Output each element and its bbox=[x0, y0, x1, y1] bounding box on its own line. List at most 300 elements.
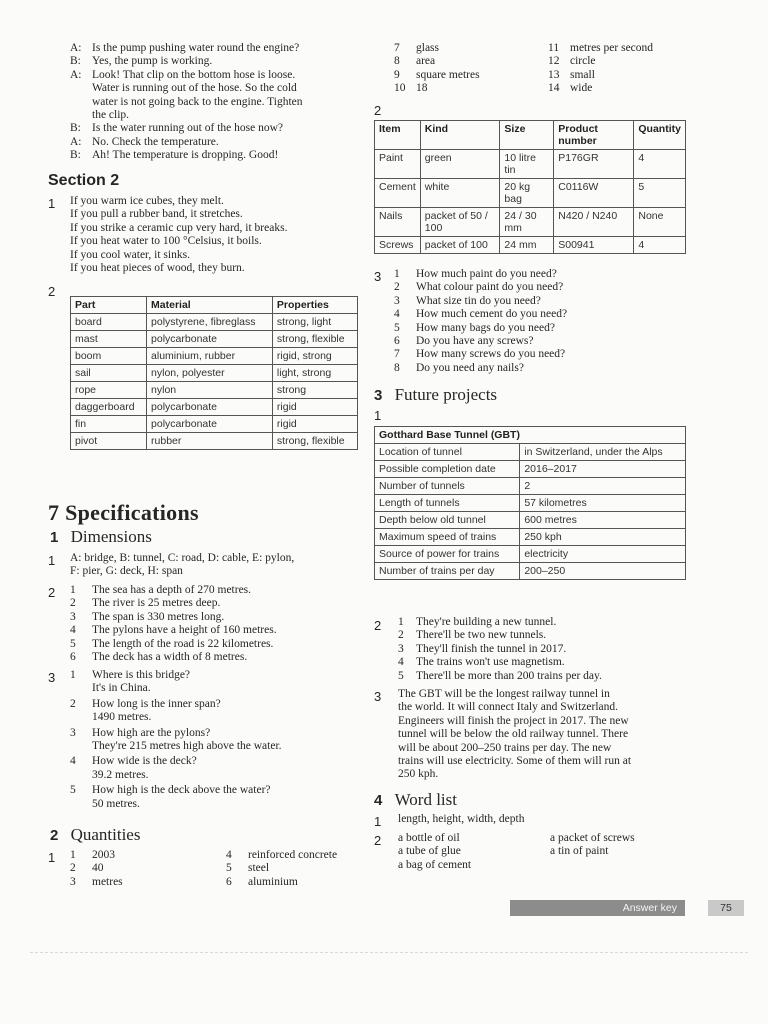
table-cell: polystyrene, fibreglass bbox=[147, 314, 273, 331]
exercise-number: 2 bbox=[374, 618, 382, 633]
quantities-col2 bbox=[226, 849, 337, 889]
word-item: a bottle of oil bbox=[398, 832, 460, 844]
table-cell: packet of 50 / 100 bbox=[420, 208, 500, 237]
dialogue-block bbox=[70, 42, 303, 163]
exercise-number: 3 bbox=[48, 670, 56, 685]
exercise-number: 1 bbox=[48, 850, 56, 865]
answer-text: They're 215 metres high above the water. bbox=[92, 740, 282, 753]
quantities-col3 bbox=[394, 42, 480, 96]
qa-question bbox=[70, 669, 282, 682]
speaker-label: B: bbox=[70, 149, 81, 162]
table-row bbox=[71, 314, 358, 331]
table-cell: 2016–2017 bbox=[520, 461, 686, 478]
table-cell: Location of tunnel bbox=[375, 444, 520, 461]
table-cell: 24 / 30 mm bbox=[500, 208, 554, 237]
item-text: What colour paint do you need? bbox=[416, 281, 564, 294]
column-header: Material bbox=[147, 297, 273, 314]
subsection-heading bbox=[374, 790, 457, 810]
answer-item bbox=[70, 862, 123, 875]
table-row bbox=[375, 179, 686, 208]
subsection-number: 1 bbox=[50, 529, 59, 546]
item-number: 4 bbox=[70, 755, 76, 768]
item-number: 3 bbox=[70, 875, 76, 888]
future-ex3-paragraph bbox=[398, 688, 631, 782]
paragraph-line: tunnel will be below the old railway tunnel. There bbox=[398, 728, 629, 741]
qa-item bbox=[70, 784, 282, 811]
item-number: 5 bbox=[70, 637, 76, 650]
table-cell: Paint bbox=[375, 150, 421, 179]
speaker-label: A: bbox=[70, 68, 82, 81]
item-text: square metres bbox=[416, 68, 480, 81]
question-item bbox=[394, 322, 567, 335]
dialogue-text: Is the water running out of the hose now? bbox=[92, 122, 283, 135]
subsection-number: 4 bbox=[374, 792, 383, 809]
answer-item bbox=[394, 55, 480, 68]
table-cell: 57 kilometres bbox=[520, 495, 686, 512]
item-text: There'll be more than 200 trains per day. bbox=[416, 669, 602, 682]
item-text: The trains won't use magnetism. bbox=[416, 656, 565, 669]
table-cell: polycarbonate bbox=[147, 331, 273, 348]
table-cell: 24 mm bbox=[500, 237, 554, 254]
table-cell: Screws bbox=[375, 237, 421, 254]
dialogue-line bbox=[70, 82, 303, 95]
item-number: 3 bbox=[70, 726, 76, 739]
gbt-table bbox=[374, 426, 686, 580]
answer-item bbox=[226, 862, 337, 875]
wordlist-col1 bbox=[398, 832, 471, 872]
item-number: 1 bbox=[70, 584, 76, 596]
item-text: How many bags do you need? bbox=[416, 321, 555, 334]
item-number: 4 bbox=[70, 624, 76, 637]
answer-line: If you pull a rubber band, it stretches. bbox=[70, 208, 243, 221]
item-number: 2 bbox=[70, 862, 76, 875]
table-row bbox=[375, 237, 686, 254]
qa-item bbox=[70, 727, 282, 754]
item-text: 18 bbox=[416, 82, 428, 95]
table-cell: 10 litre tin bbox=[500, 150, 554, 179]
table-cell: Source of power for trains bbox=[375, 546, 520, 563]
subsection-number: 2 bbox=[50, 827, 59, 844]
item-text: Do you have any screws? bbox=[416, 335, 534, 348]
item-number: 1 bbox=[398, 616, 404, 628]
answer-item bbox=[70, 876, 123, 889]
answer-item bbox=[70, 611, 277, 624]
table-cell: P176GR bbox=[554, 150, 634, 179]
table-cell: daggerboard bbox=[71, 399, 147, 416]
question-item bbox=[394, 348, 567, 361]
answer-item bbox=[398, 629, 602, 642]
column-header: Properties bbox=[272, 297, 357, 314]
table-cell: None bbox=[634, 208, 686, 237]
paragraph-line: The GBT will be the longest railway tunnel in bbox=[398, 688, 610, 700]
table-row bbox=[375, 444, 686, 461]
question-item bbox=[394, 268, 567, 281]
table-row bbox=[375, 208, 686, 237]
exercise-number: 3 bbox=[374, 689, 382, 704]
table-cell: aluminium, rubber bbox=[147, 348, 273, 365]
item-text: area bbox=[416, 55, 436, 68]
answer-item bbox=[226, 876, 337, 889]
item-number: 4 bbox=[398, 656, 404, 669]
table-row bbox=[71, 348, 358, 365]
table-cell: N420 / N240 bbox=[554, 208, 634, 237]
qa-item bbox=[70, 669, 282, 696]
table-cell: nylon bbox=[147, 382, 273, 399]
answer-item bbox=[548, 55, 653, 68]
quantities-col4 bbox=[548, 42, 653, 96]
subsection-title: Future projects bbox=[394, 385, 498, 404]
question-item bbox=[394, 362, 567, 375]
item-number: 7 bbox=[394, 348, 400, 361]
answer-text: 1490 metres. bbox=[92, 711, 152, 724]
item-text: How much cement do you need? bbox=[416, 308, 568, 321]
dialogue-text: Water is running out of the hose. So the cold bbox=[92, 82, 297, 95]
qa-question bbox=[70, 698, 282, 711]
table-cell: 4 bbox=[634, 150, 686, 179]
subsection-title: Dimensions bbox=[70, 527, 152, 546]
item-number: 1 bbox=[70, 849, 76, 861]
table-row bbox=[71, 331, 358, 348]
answer-item bbox=[548, 82, 653, 95]
speaker-label: A: bbox=[70, 42, 82, 54]
table-cell: board bbox=[71, 314, 147, 331]
answer-item bbox=[70, 651, 277, 664]
item-number: 2 bbox=[70, 697, 76, 710]
table-cell: 5 bbox=[634, 179, 686, 208]
exercise-number: 3 bbox=[374, 269, 382, 284]
exercise-number: 2 bbox=[374, 833, 382, 848]
item-number: 2 bbox=[394, 281, 400, 294]
qa-question bbox=[70, 755, 282, 768]
item-text: How much paint do you need? bbox=[416, 268, 557, 280]
table-cell: 4 bbox=[634, 237, 686, 254]
table-row bbox=[375, 495, 686, 512]
item-text: glass bbox=[416, 42, 439, 54]
answer-item bbox=[398, 643, 602, 656]
dialogue-line bbox=[70, 96, 303, 109]
table-row bbox=[375, 512, 686, 529]
item-number: 1 bbox=[394, 268, 400, 280]
future-ex2-answers bbox=[398, 616, 602, 683]
item-text: metres bbox=[92, 875, 123, 888]
table-cell: rubber bbox=[147, 433, 273, 450]
answer-item bbox=[398, 656, 602, 669]
answer-item bbox=[70, 638, 277, 651]
answer-line: If you warm ice cubes, they melt. bbox=[70, 195, 224, 207]
table-row bbox=[375, 563, 686, 580]
paragraph-line: 250 kph. bbox=[398, 768, 439, 781]
section2-ex1-answers bbox=[70, 195, 287, 275]
answer-line: If you heat water to 100 °Celsius, it boils. bbox=[70, 235, 262, 248]
table-cell: S00941 bbox=[554, 237, 634, 254]
table-cell: Depth below old tunnel bbox=[375, 512, 520, 529]
subsection-number: 3 bbox=[374, 387, 383, 404]
table-cell: pivot bbox=[71, 433, 147, 450]
dialogue-line bbox=[70, 136, 303, 149]
table-row bbox=[375, 150, 686, 179]
table-row bbox=[375, 546, 686, 563]
item-number: 5 bbox=[394, 321, 400, 334]
materials-table bbox=[70, 296, 358, 450]
dialogue-text: No. Check the temperature. bbox=[92, 135, 219, 148]
answer-item bbox=[398, 670, 602, 683]
subsection-heading bbox=[50, 527, 152, 547]
item-number: 8 bbox=[394, 361, 400, 374]
item-text: How many screws do you need? bbox=[416, 348, 566, 361]
subsection-heading bbox=[50, 825, 140, 845]
table-row bbox=[375, 478, 686, 495]
item-text: circle bbox=[570, 55, 596, 68]
exercise-number: 2 bbox=[48, 585, 56, 600]
item-number: 9 bbox=[394, 68, 400, 81]
item-text: The river is 25 metres deep. bbox=[92, 597, 221, 610]
item-text: The sea has a depth of 270 metres. bbox=[92, 584, 252, 596]
table-cell: green bbox=[420, 150, 500, 179]
exercise-number: 1 bbox=[374, 408, 382, 423]
table-row bbox=[71, 433, 358, 450]
answer-item bbox=[70, 597, 277, 610]
answer-text: 39.2 metres. bbox=[92, 768, 149, 781]
wordlist-col2 bbox=[550, 832, 635, 859]
item-text: The deck has a width of 8 metres. bbox=[92, 651, 248, 664]
quantities-col1 bbox=[70, 849, 123, 889]
answer-text: 50 metres. bbox=[92, 797, 140, 810]
item-number: 6 bbox=[394, 335, 400, 348]
item-text: 2003 bbox=[92, 849, 115, 861]
exercise-number: 1 bbox=[48, 553, 56, 568]
table-cell: rope bbox=[71, 382, 147, 399]
word-item: a tin of paint bbox=[550, 845, 609, 858]
page-number: 75 bbox=[708, 900, 744, 916]
item-number: 7 bbox=[394, 42, 400, 54]
subsection-title: Quantities bbox=[70, 825, 141, 844]
qa-question bbox=[70, 784, 282, 797]
exercise-number: 2 bbox=[48, 284, 56, 299]
word-item: a bag of cement bbox=[398, 858, 472, 871]
item-number: 6 bbox=[226, 875, 232, 888]
item-number: 4 bbox=[394, 308, 400, 321]
dialogue-text: water is not going back to the engine. Tighten bbox=[92, 95, 303, 108]
table-cell: strong bbox=[272, 382, 357, 399]
item-number: 1 bbox=[70, 669, 76, 681]
exercise-number: 1 bbox=[374, 814, 382, 829]
dialogue-text: Is the pump pushing water round the engine? bbox=[92, 42, 300, 54]
word-item: a packet of screws bbox=[550, 832, 635, 844]
table-cell: polycarbonate bbox=[147, 416, 273, 433]
dimensions-ex1-answers bbox=[70, 552, 294, 579]
dialogue-text: the clip. bbox=[92, 109, 130, 122]
item-text: They'll finish the tunnel in 2017. bbox=[416, 642, 567, 655]
question-text: How long is the inner span? bbox=[92, 697, 221, 710]
item-text: metres per second bbox=[570, 42, 654, 54]
item-text: What size tin do you need? bbox=[416, 294, 541, 307]
answer-line: If you cool water, it sinks. bbox=[70, 248, 190, 261]
dialogue-line bbox=[70, 122, 303, 135]
table-cell: packet of 100 bbox=[420, 237, 500, 254]
item-number: 2 bbox=[70, 597, 76, 610]
question-item bbox=[394, 308, 567, 321]
answer-item bbox=[70, 849, 123, 862]
item-number: 13 bbox=[548, 68, 560, 81]
item-number: 11 bbox=[548, 42, 560, 54]
question-item bbox=[394, 281, 567, 294]
answer-line: A: bridge, B: tunnel, C: road, D: cable, E: pylon, bbox=[70, 552, 295, 564]
table-cell: Length of tunnels bbox=[375, 495, 520, 512]
item-text: There'll be two new tunnels. bbox=[416, 629, 547, 642]
table-cell: C0116W bbox=[554, 179, 634, 208]
table-cell: Possible completion date bbox=[375, 461, 520, 478]
answer-item bbox=[70, 624, 277, 637]
paragraph-line: will be about 200–250 trains per day. The new bbox=[398, 741, 612, 754]
table-row bbox=[71, 382, 358, 399]
item-number: 5 bbox=[226, 862, 232, 875]
answer-line: F: pier, G: deck, H: span bbox=[70, 565, 183, 578]
table-cell: 600 metres bbox=[520, 512, 686, 529]
answer-text: It's in China. bbox=[92, 682, 151, 695]
unit-title: 7 Specifications bbox=[48, 500, 199, 525]
answer-item bbox=[548, 69, 653, 82]
subsection-title: Word list bbox=[394, 790, 457, 809]
dialogue-line bbox=[70, 69, 303, 82]
speaker-label: B: bbox=[70, 122, 81, 135]
table-row bbox=[375, 461, 686, 478]
table-cell: Number of tunnels bbox=[375, 478, 520, 495]
item-text: steel bbox=[248, 862, 270, 875]
answer-item bbox=[394, 69, 480, 82]
table-cell: rigid, strong bbox=[272, 348, 357, 365]
order-table bbox=[374, 120, 686, 254]
table-cell: 2 bbox=[520, 478, 686, 495]
table-cell: rigid bbox=[272, 416, 357, 433]
answer-item bbox=[394, 82, 480, 95]
dialogue-line bbox=[70, 55, 303, 68]
item-number: 3 bbox=[398, 642, 404, 655]
dialogue-text: Yes, the pump is working. bbox=[92, 55, 213, 68]
table-cell: 200–250 bbox=[520, 563, 686, 580]
answer-item bbox=[70, 584, 277, 597]
speaker-label bbox=[70, 82, 92, 95]
table-cell: Maximum speed of trains bbox=[375, 529, 520, 546]
table-cell: light, strong bbox=[272, 365, 357, 382]
table-row bbox=[375, 529, 686, 546]
speaker-label: B: bbox=[70, 55, 81, 68]
exercise-number: 2 bbox=[374, 103, 382, 118]
table-cell: strong, light bbox=[272, 314, 357, 331]
table-cell: fin bbox=[71, 416, 147, 433]
table-cell: nylon, polyester bbox=[147, 365, 273, 382]
table-cell: polycarbonate bbox=[147, 399, 273, 416]
answer-key-tab: Answer key bbox=[510, 900, 685, 916]
dialogue-line bbox=[70, 42, 303, 55]
item-number: 5 bbox=[398, 669, 404, 682]
speaker-label bbox=[70, 96, 92, 109]
question-text: Where is this bridge? bbox=[92, 669, 191, 681]
column-header: Item bbox=[375, 121, 421, 150]
section-2-heading: Section 2 bbox=[48, 172, 120, 189]
item-number: 14 bbox=[548, 82, 560, 95]
table-row bbox=[71, 416, 358, 433]
item-text: The pylons have a height of 160 metres. bbox=[92, 624, 277, 637]
paragraph-line: Engineers will finish the project in 2017. The new bbox=[398, 714, 629, 727]
wordlist-ex1-text: length, height, width, depth bbox=[398, 813, 525, 825]
qa-item bbox=[70, 698, 282, 725]
question-text: How high are the pylons? bbox=[92, 726, 211, 739]
item-text: Do you need any nails? bbox=[416, 361, 524, 374]
paragraph-line: trains will use electricity. Some of them will run at bbox=[398, 755, 632, 768]
item-number: 2 bbox=[398, 629, 404, 642]
answer-line: If you strike a ceramic cup very hard, it breaks. bbox=[70, 221, 288, 234]
table-row bbox=[71, 365, 358, 382]
item-text: small bbox=[570, 68, 595, 81]
dialogue-line bbox=[70, 149, 303, 162]
paragraph-line: the world. It will connect Italy and Switzerland. bbox=[398, 701, 619, 714]
item-number: 6 bbox=[70, 651, 76, 664]
answer-item bbox=[548, 42, 653, 55]
answer-item bbox=[394, 42, 480, 55]
table-cell: strong, flexible bbox=[272, 433, 357, 450]
speaker-label bbox=[70, 109, 92, 122]
column-header: Part bbox=[71, 297, 147, 314]
gbt-table-title: Gotthard Base Tunnel (GBT) bbox=[375, 427, 686, 444]
column-header: Size bbox=[500, 121, 554, 150]
table-row bbox=[71, 399, 358, 416]
item-text: The span is 330 metres long. bbox=[92, 610, 225, 623]
item-number: 3 bbox=[70, 610, 76, 623]
dialogue-line bbox=[70, 109, 303, 122]
item-number: 8 bbox=[394, 55, 400, 68]
order-questions bbox=[394, 268, 567, 375]
subsection-heading bbox=[374, 385, 497, 405]
table-cell: electricity bbox=[520, 546, 686, 563]
table-cell: mast bbox=[71, 331, 147, 348]
answer-line: If you heat pieces of wood, they burn. bbox=[70, 262, 245, 275]
item-number: 3 bbox=[394, 294, 400, 307]
qa-question bbox=[70, 727, 282, 740]
item-text: The length of the road is 22 kilometres. bbox=[92, 637, 274, 650]
question-item bbox=[394, 295, 567, 308]
table-cell: strong, flexible bbox=[272, 331, 357, 348]
table-cell: Cement bbox=[375, 179, 421, 208]
exercise-number: 1 bbox=[48, 196, 56, 211]
dialogue-text: Look! That clip on the bottom hose is loose. bbox=[92, 68, 296, 81]
item-number: 10 bbox=[394, 82, 406, 95]
scan-divider bbox=[30, 952, 748, 953]
dimensions-ex3-answers bbox=[70, 669, 282, 813]
question-text: How wide is the deck? bbox=[92, 755, 197, 768]
item-text: aluminium bbox=[248, 875, 298, 888]
item-text: reinforced concrete bbox=[248, 849, 338, 861]
item-number: 5 bbox=[70, 784, 76, 797]
answer-item bbox=[398, 616, 602, 629]
question-text: How high is the deck above the water? bbox=[92, 784, 271, 797]
qa-item bbox=[70, 755, 282, 782]
question-item bbox=[394, 335, 567, 348]
table-cell: boom bbox=[71, 348, 147, 365]
dimensions-ex2-answers bbox=[70, 584, 277, 664]
table-cell: 20 kg bag bbox=[500, 179, 554, 208]
item-text: 40 bbox=[92, 862, 104, 875]
table-cell: rigid bbox=[272, 399, 357, 416]
table-cell: sail bbox=[71, 365, 147, 382]
answer-item bbox=[226, 849, 337, 862]
dialogue-text: Ah! The temperature is dropping. Good! bbox=[92, 149, 279, 162]
item-number: 12 bbox=[548, 55, 560, 68]
table-cell: Number of trains per day bbox=[375, 563, 520, 580]
item-text: They're building a new tunnel. bbox=[416, 616, 557, 628]
item-text: wide bbox=[570, 82, 593, 95]
item-number: 4 bbox=[226, 849, 232, 861]
column-header: Product number bbox=[554, 121, 634, 150]
